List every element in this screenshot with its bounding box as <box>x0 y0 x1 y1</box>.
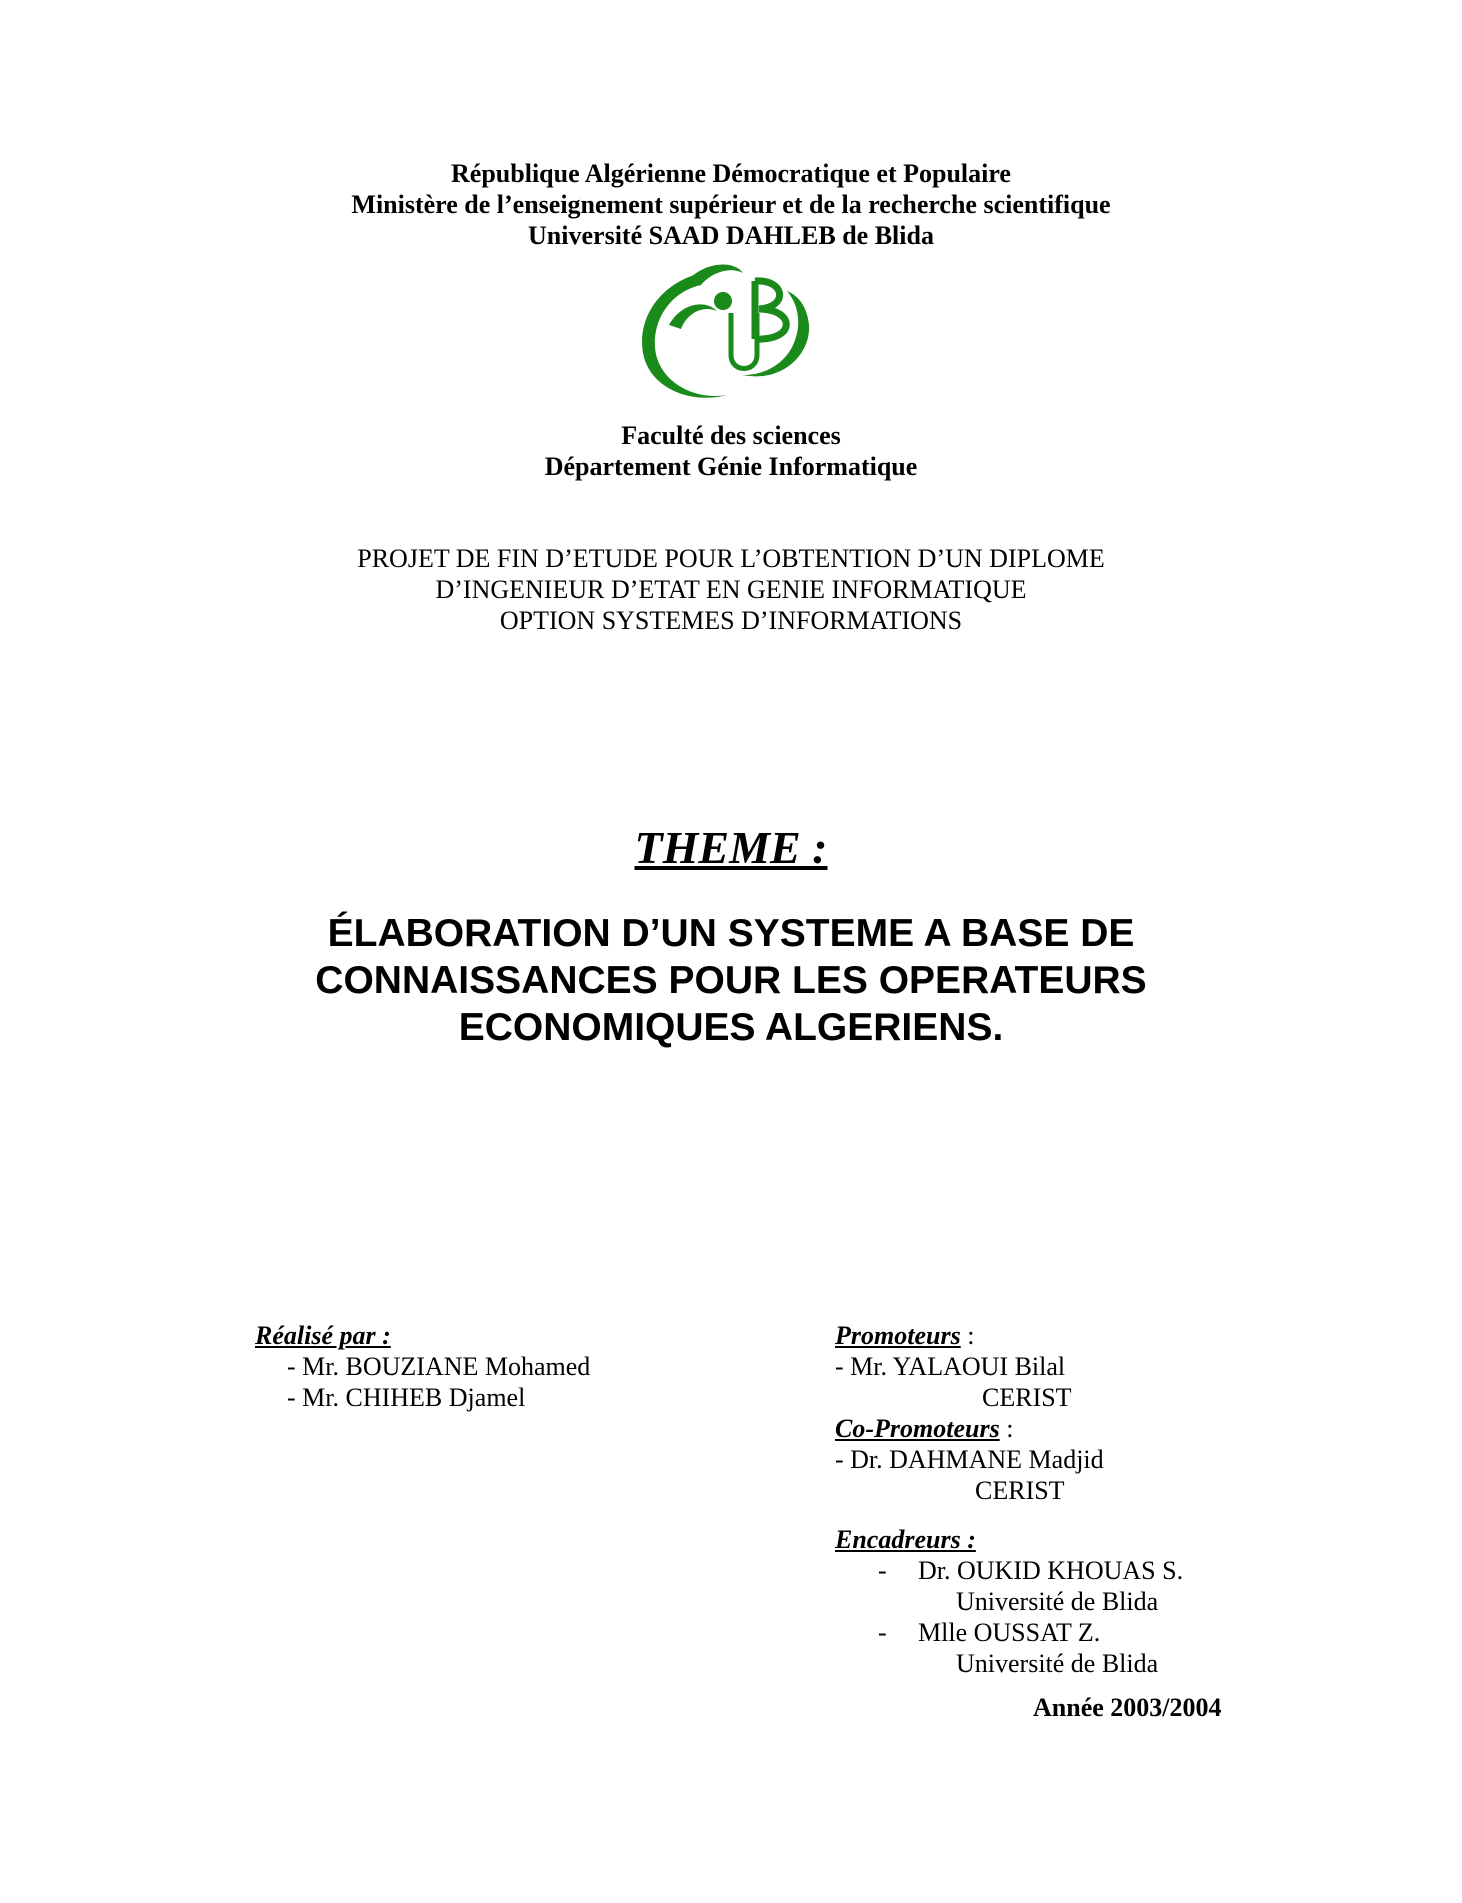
encadreur-item <box>835 1617 1183 1648</box>
project-line-3: OPTION SYSTEMES D’INFORMATIONS <box>499 606 963 635</box>
promoteur-name: - Mr. YALAOUI Bilal <box>835 1352 1066 1381</box>
author-item: - Mr. BOUZIANE Mohamed <box>287 1352 591 1381</box>
author-item: - Mr. CHIHEB Djamel <box>287 1383 526 1412</box>
university-line: Université SAAD DAHLEB de Blida <box>528 221 934 250</box>
project-description <box>0 543 1462 636</box>
list-dash: - <box>878 1618 887 1647</box>
university-logo-icon <box>631 255 819 405</box>
realise-label: Réalisé par : <box>255 1321 391 1350</box>
institution-header <box>0 158 1462 251</box>
promoteurs-heading <box>835 1320 1183 1351</box>
project-line-2: D’INGENIEUR D’ETAT EN GENIE INFORMATIQUE <box>435 575 1027 604</box>
title-line-2: CONNAISSANCES POUR LES OPERATEURS <box>315 959 1147 1002</box>
list-dash: - <box>878 1556 887 1585</box>
faculty-line: Faculté des sciences <box>621 421 841 450</box>
encadreur-name: Dr. OUKID KHOUAS S. <box>918 1556 1184 1585</box>
encadreurs-label: Encadreurs : <box>835 1525 976 1554</box>
title-line-3: ECONOMIQUES ALGERIENS. <box>458 1006 1004 1049</box>
copromoteur-name: - Dr. DAHMANE Madjid <box>835 1445 1104 1474</box>
academic-year: Année 2003/2004 <box>1033 1693 1222 1722</box>
promoteur-org: CERIST <box>982 1383 1072 1412</box>
authors-block <box>255 1320 590 1413</box>
copromoteurs-label: Co-Promoteurs <box>835 1414 1000 1443</box>
republic-line: République Algérienne Démocratique et Populaire <box>451 159 1011 188</box>
promoteurs-label: Promoteurs <box>835 1321 961 1350</box>
ministry-line: Ministère de l’enseignement supérieur et de la recherche scientifique <box>351 190 1111 219</box>
thesis-title <box>0 910 1462 1051</box>
encadreur-item <box>835 1555 1183 1586</box>
department-line: Département Génie Informatique <box>544 452 918 481</box>
project-line-1: PROJET DE FIN D’ETUDE POUR L’OBTENTION D’UN DIPLOME <box>357 544 1105 573</box>
copromoteur-org: CERIST <box>975 1476 1065 1505</box>
promoteurs-colon: : <box>960 1321 975 1350</box>
encadreur-org: Université de Blida <box>956 1649 1159 1678</box>
encadreur-name: Mlle OUSSAT Z. <box>918 1618 1101 1647</box>
title-line-1: ÉLABORATION D’UN SYSTEME A BASE DE <box>327 912 1135 955</box>
copromoteurs-heading <box>835 1413 1183 1444</box>
copromoteurs-colon: : <box>999 1414 1014 1443</box>
theme-label: THEME : <box>634 822 828 873</box>
faculty-block <box>0 420 1462 482</box>
supervisors-block <box>835 1320 1183 1679</box>
encadreur-org: Université de Blida <box>956 1587 1159 1616</box>
